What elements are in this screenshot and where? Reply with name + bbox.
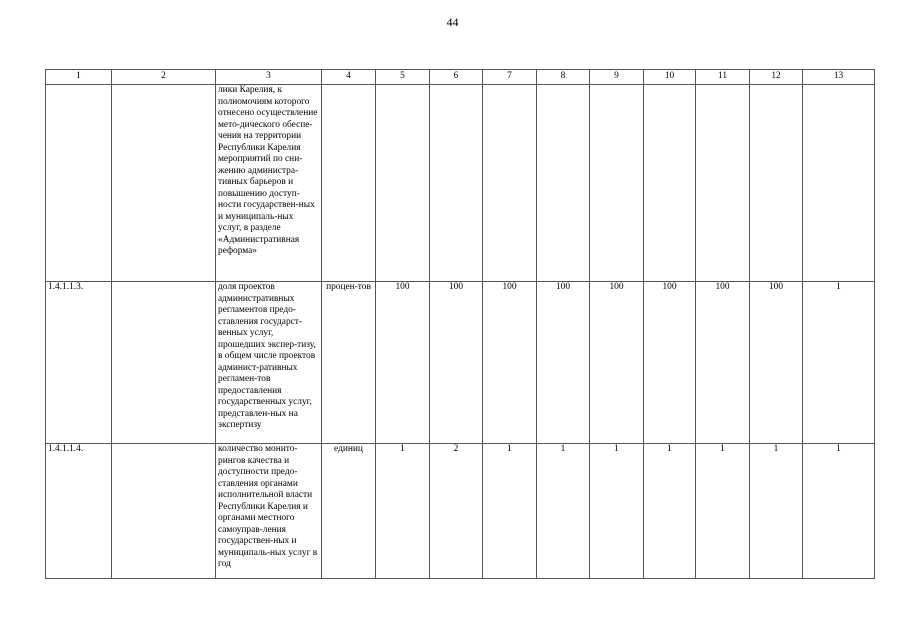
column-header: 9: [590, 70, 644, 85]
table-row: [46, 282, 875, 444]
value-cell: 100: [750, 282, 803, 444]
unit-cell: процен-тов: [322, 282, 376, 444]
column-2-cell: [112, 444, 216, 579]
page-number: 44: [446, 15, 459, 29]
unit-cell: [322, 85, 376, 282]
column-header: 11: [696, 70, 750, 85]
column-header: 12: [750, 70, 803, 85]
value-cell: [750, 85, 803, 282]
value-cell: [537, 85, 590, 282]
value-cell: 1: [537, 444, 590, 579]
value-cell: 1: [696, 444, 750, 579]
indicator-text-cell: доля проектов административных регламентов предо-ставления государст-венных услуг, прошедших экспер-тизу, в общем числе проектов админист-ративных регламен-тов предоставления государственных услуг, представлен-ных на экспертизу: [216, 282, 322, 444]
column-header: 1: [46, 70, 112, 85]
indicator-text-cell: количество монито-рингов качества и доступности предо-ставления органами исполнительной власти Республики Карелия и органами местного самоуправ-ления государствен-ных и муниципаль-ных услуг в год: [216, 444, 322, 579]
column-header: 6: [430, 70, 483, 85]
value-cell: 100: [376, 282, 430, 444]
value-cell: [430, 85, 483, 282]
column-header: 5: [376, 70, 430, 85]
value-cell: 100: [696, 282, 750, 444]
row-number-cell: 1.4.1.1.3.: [46, 282, 112, 444]
table-row: [46, 85, 875, 282]
column-2-cell: [112, 85, 216, 282]
value-cell: 100: [483, 282, 537, 444]
value-cell: 1: [803, 444, 875, 579]
column-header: 10: [644, 70, 696, 85]
value-cell: [696, 85, 750, 282]
value-cell: [376, 85, 430, 282]
column-header: 2: [112, 70, 216, 85]
column-header: 7: [483, 70, 537, 85]
value-cell: 1: [644, 444, 696, 579]
value-cell: 1: [483, 444, 537, 579]
unit-cell: единиц: [322, 444, 376, 579]
value-cell: [590, 85, 644, 282]
row-number-cell: 1.4.1.1.4.: [46, 444, 112, 579]
column-header: 4: [322, 70, 376, 85]
value-cell: 100: [644, 282, 696, 444]
value-cell: 100: [590, 282, 644, 444]
indicator-text-cell: лики Карелия, к полномочиям которого отнесено осуществление мето-дического обеспе-чения на территории Республики Карелия мероприятий по сни-жению администра-тивных барьеров и повышению доступ-ности государствен-ных и муниципаль-ных услуг, в разделе «Административная реформа»: [216, 85, 322, 282]
value-cell: 100: [537, 282, 590, 444]
table-header-row: [46, 70, 875, 85]
table-row: [46, 444, 875, 579]
value-cell: [644, 85, 696, 282]
row-number-cell: [46, 85, 112, 282]
column-2-cell: [112, 282, 216, 444]
value-cell: [483, 85, 537, 282]
value-cell: 1: [590, 444, 644, 579]
value-cell: 2: [430, 444, 483, 579]
value-cell: 100: [430, 282, 483, 444]
value-cell: [803, 85, 875, 282]
value-cell: 1: [750, 444, 803, 579]
value-cell: 1: [376, 444, 430, 579]
column-header: 8: [537, 70, 590, 85]
column-header: 13: [803, 70, 875, 85]
indicators-table: [45, 69, 875, 579]
value-cell: 1: [803, 282, 875, 444]
column-header: 3: [216, 70, 322, 85]
